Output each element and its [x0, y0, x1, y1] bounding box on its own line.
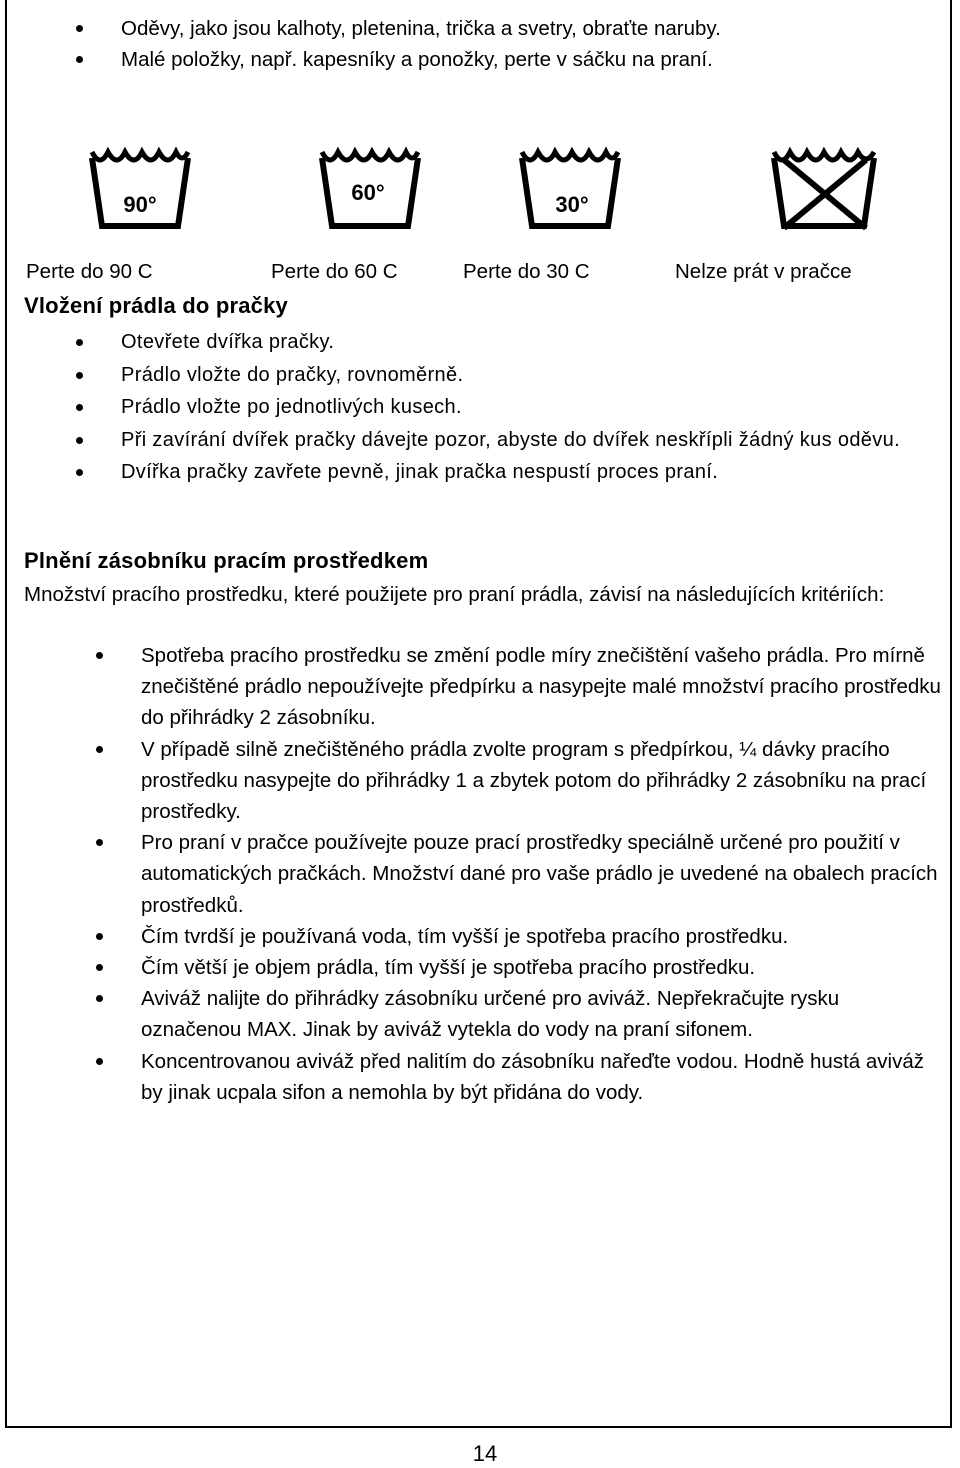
- wash-symbol-labels: [0, 260, 960, 290]
- list-item: Prádlo vložte po jednotlivých kusech.: [0, 391, 921, 424]
- list-item: Pro praní v pračce používejte pouze prací prostředky speciálně určené pro použití v automatických pračkách. Množství dané pro vaše prádlo je uvedené na obalech pracích prostředků.: [0, 827, 941, 921]
- wash-60-icon: [318, 146, 422, 234]
- wash-30-icon: [518, 146, 622, 234]
- dispenser-intro: Množství pracího prostředku, které použijete pro praní prádla, závisí na následujících kritériích:: [24, 583, 885, 606]
- list-item: Čím tvrdší je používaná voda, tím vyšší je spotřeba pracího prostředku.: [0, 921, 941, 952]
- list-item: V případě silně znečištěného prádla zvolte program s předpírkou, ¼ dávky pracího prostředku nasypejte do přihrádky 1 a zbytek potom do přihrádky 2 zásobníku na prací prostředky.: [0, 734, 941, 828]
- wash-temp-label: 60°: [351, 180, 385, 205]
- symbol-label: Perte do 30 C: [463, 260, 590, 283]
- list-item: Koncentrovanou aviváž před nalitím do zásobníku nařeďte vodou. Hodně hustá aviváž by jinak ucpala sifon a nemohla by být přidána do vody.: [0, 1046, 941, 1108]
- list-item: Otevřete dvířka pračky.: [0, 326, 921, 359]
- section-heading-loading: Vložení prádla do pračky: [24, 293, 288, 318]
- list-item: Při zavírání dvířek pračky dávejte pozor, abyste do dvířek neskřípli žádný kus oděvu.: [0, 424, 921, 457]
- list-item: Prádlo vložte do pračky, rovnoměrně.: [0, 359, 921, 392]
- list-item: Dvířka pračky zavřete pevně, jinak pračka nespustí proces praní.: [0, 456, 921, 489]
- list-item: Spotřeba pracího prostředku se změní podle míry znečištění vašeho prádla. Pro mírně znečištěné prádlo nepoužívejte předpírku a nasypejte malé množství pracího prostředku do přihrádky 2 zásobníku.: [0, 640, 941, 734]
- section-heading-dispenser: Plnění zásobníku pracím prostředkem: [24, 548, 429, 573]
- symbol-label: Perte do 90 C: [26, 260, 153, 283]
- list-item: Oděvy, jako jsou kalhoty, pletenina, trička a svetry, obraťte naruby.: [0, 13, 721, 44]
- dispenser-bullet-list: [0, 640, 941, 1108]
- loading-bullet-list: [0, 326, 921, 489]
- wash-temp-label: 90°: [123, 192, 157, 217]
- page-number: 14: [472, 1441, 498, 1466]
- do-not-machine-wash-icon: [770, 146, 878, 234]
- list-item: Malé položky, např. kapesníky a ponožky, perte v sáčku na praní.: [0, 44, 721, 75]
- list-item: Aviváž nalijte do přihrádky zásobníku určené pro aviváž. Nepřekračujte rysku označenou MAX. Jinak by aviváž vytekla do vody na praní sifonem.: [0, 983, 941, 1045]
- symbol-label: Perte do 60 C: [271, 260, 398, 283]
- wash-90-icon: [88, 146, 192, 234]
- wash-temp-label: 30°: [555, 192, 589, 217]
- symbol-label: Nelze prát v pračce: [675, 260, 852, 283]
- list-item: Čím větší je objem prádla, tím vyšší je spotřeba pracího prostředku.: [0, 952, 941, 983]
- intro-bullet-list: [0, 13, 721, 75]
